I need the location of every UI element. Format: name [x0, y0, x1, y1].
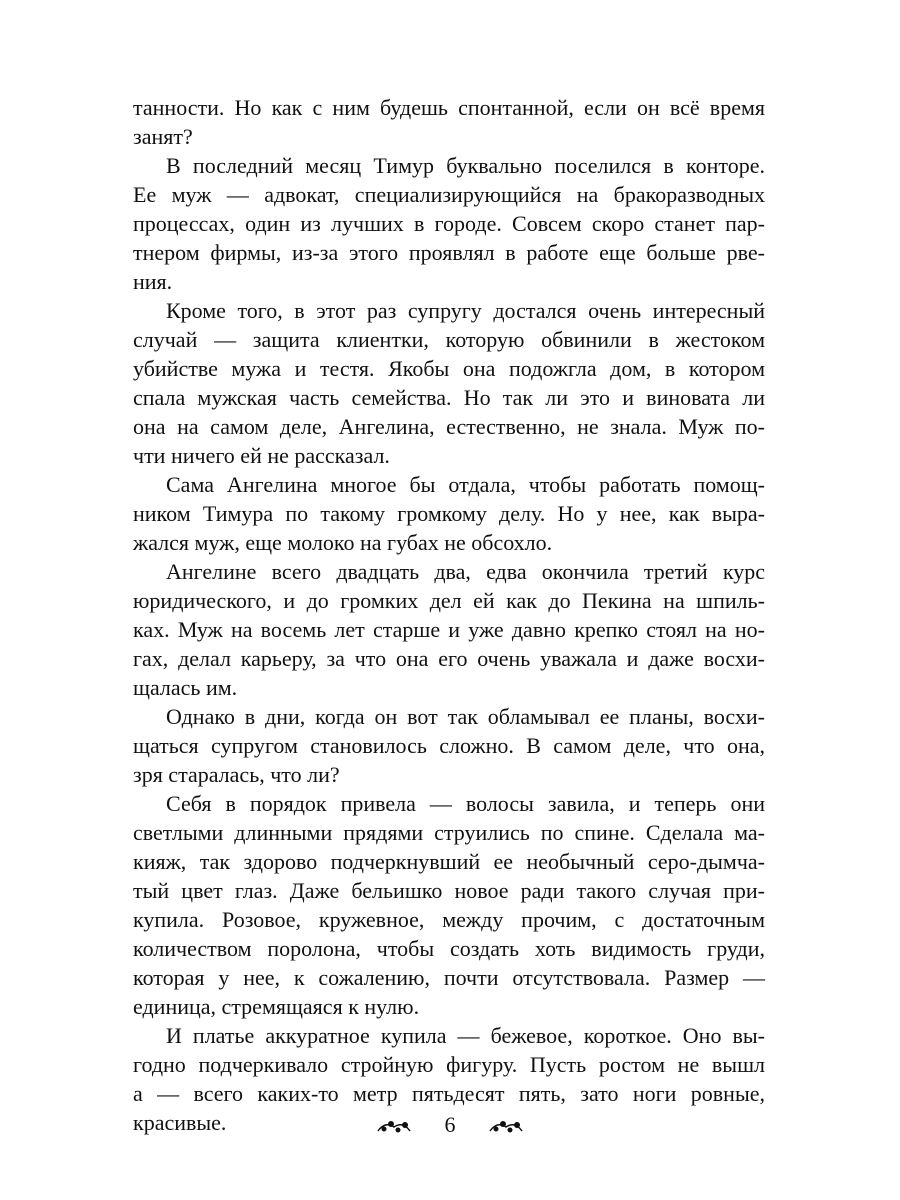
- page-body-text: [133, 93, 765, 1137]
- text-line: ником Тимура по такому громкому делу. Но у нее, как выра-: [133, 501, 765, 526]
- paragraph: [133, 151, 765, 296]
- text-line: процессах, один из лучших в городе. Совсем скоро станет пар-: [133, 211, 765, 236]
- paragraph: [133, 789, 765, 1021]
- text-line: светлыми длинными прядями струились по спине. Сделала ма-: [133, 820, 765, 845]
- text-line: годно подчеркивало стройную фигуру. Пусть ростом не вышл: [133, 1052, 765, 1077]
- page-footer: [0, 1110, 900, 1140]
- text-line: Ангелине всего двадцать два, едва окончила третий курс: [166, 559, 765, 584]
- text-line: убийстве мужа и тестя. Якобы она подожгла дом, в котором: [133, 356, 765, 381]
- text-line: гах, делал карьеру, за что она его очень уважала и даже восхи-: [133, 646, 765, 671]
- text-line: случай — защита клиентки, которую обвинили в жестоком: [133, 327, 765, 352]
- text-line: Однако в дни, когда он вот так обламывал ее планы, восхи-: [166, 704, 765, 729]
- floral-ornament-icon-left: [377, 1119, 411, 1135]
- text-line: Ее муж — адвокат, специализирующийся на бракоразводных: [133, 182, 765, 207]
- text-line: кияж, так здорово подчеркнувший ее необычный серо-дымча-: [133, 849, 765, 874]
- text-line: щалась им.: [133, 675, 238, 700]
- text-line: Кроме того, в этот раз супругу достался очень интересный: [166, 298, 765, 323]
- text-line: тый цвет глаз. Даже бельишко новое ради такого случая при-: [133, 878, 765, 903]
- text-line: Себя в порядок привела — волосы завила, и теперь они: [166, 791, 765, 816]
- text-line: красивые.: [133, 1110, 227, 1135]
- text-line: тнером фирмы, из-за этого проявлял в работе еще больше рве-: [133, 240, 765, 265]
- text-line: купила. Розовое, кружевное, между прочим, с достаточным: [133, 907, 765, 932]
- text-line: танности. Но как с ним будешь спонтанной, если он всё время: [133, 95, 765, 120]
- text-line: И платье аккуратное купила — бежевое, короткое. Оно вы-: [166, 1023, 765, 1048]
- paragraph: [133, 93, 765, 151]
- text-line: чти ничего ей не рассказал.: [133, 443, 390, 468]
- paragraph: [133, 296, 765, 470]
- text-line: юридического, и до громких дел ей как до Пекина на шпиль-: [133, 588, 765, 613]
- text-line: Сама Ангелина многое бы отдала, чтобы работать помощ-: [166, 472, 765, 497]
- text-line: количеством поролона, чтобы создать хоть видимость груди,: [133, 936, 765, 961]
- text-line: зря старалась, что ли?: [133, 762, 340, 787]
- text-line: она на самом деле, Ангелина, естественно, не знала. Муж по-: [133, 414, 765, 439]
- page-number: 6: [444, 1112, 456, 1137]
- text-line: ках. Муж на восемь лет старше и уже давно крепко стоял на но-: [133, 617, 765, 642]
- paragraph: [133, 702, 765, 789]
- text-line: щаться супругом становилось сложно. В самом деле, что она,: [133, 733, 765, 758]
- text-line: единица, стремящаяся к нулю.: [133, 994, 420, 1019]
- text-line: а — всего каких-то метр пятьдесят пять, зато ноги ровные,: [133, 1081, 765, 1106]
- text-line: которая у нее, к сожалению, почти отсутствовала. Размер —: [133, 965, 765, 990]
- text-line: жался муж, еще молоко на губах не обсохло.: [133, 530, 553, 555]
- floral-ornament-icon-right: [489, 1119, 523, 1135]
- text-line: занят?: [133, 124, 193, 149]
- paragraph: [133, 470, 765, 557]
- paragraph: [133, 557, 765, 702]
- text-line: спала мужская часть семейства. Но так ли это и виновата ли: [133, 385, 765, 410]
- text-line: ния.: [133, 269, 173, 294]
- text-line: В последний месяц Тимур буквально поселился в конторе.: [166, 153, 765, 178]
